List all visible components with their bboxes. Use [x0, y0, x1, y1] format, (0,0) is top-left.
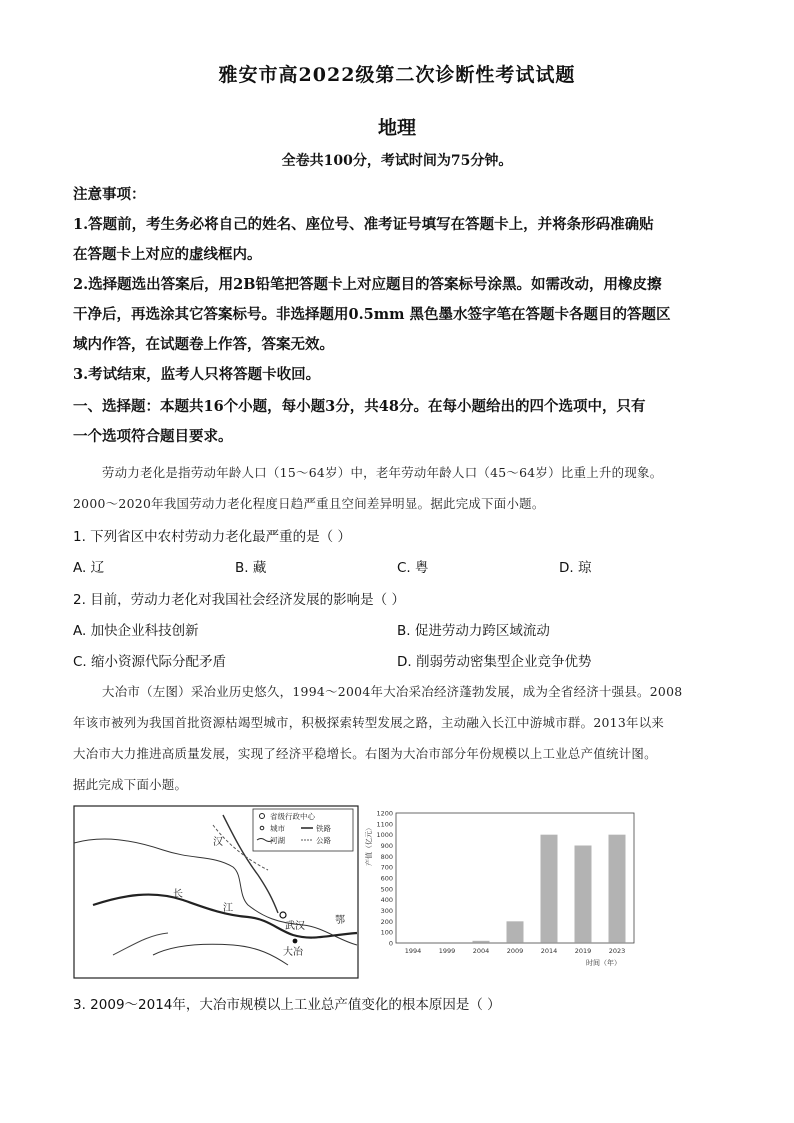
x-tick-label: 2004 — [472, 947, 490, 955]
map-label-e: 鄂 — [335, 915, 345, 926]
passage1-line-1: 劳动力老化是指劳动年龄人口（15～64岁）中，老年劳动年龄人口（45～64岁）比重上升的现象。 — [102, 465, 663, 480]
map-label-han: 汉 — [213, 837, 223, 848]
q1-option-a[interactable]: A. 辽 — [73, 560, 105, 576]
passage1-line-2: 2000～2020年我国劳动力老化程度日趋严重且空间差异明显。据此完成下面小题。 — [73, 496, 545, 511]
q2-option-d[interactable]: D. 削弱劳动密集型企业竞争优势 — [397, 654, 592, 670]
y-tick-label: 200 — [380, 917, 393, 926]
legend-railway: 铁路 — [316, 824, 331, 833]
passage2-line-3: 大冶市大力推进高质量发展，实现了经济平稳增长。右图为大冶市部分年份规模以上工业总产值统计图。 — [73, 746, 657, 761]
note-line-3: 2.选择题选出答案后，用2B铅笔把答题卡上对应题目的答案标号涂黑。如需改动，用橡皮擦 — [73, 276, 662, 293]
map-label-daye: 大冶 — [283, 947, 303, 958]
notes-heading: 注意事项： — [73, 186, 146, 203]
note-line-5: 域内作答，在试题卷上作答，答案无效。 — [73, 336, 334, 353]
y-tick-label: 700 — [380, 863, 393, 872]
subject-title: 地理 — [377, 117, 416, 139]
passage2-line-1: 大冶市（左图）采冶业历史悠久，1994～2004年大冶采冶经济蓬勃发展，成为全省经济十强县。2008 — [102, 684, 683, 699]
y-tick-label: 1000 — [376, 831, 393, 840]
bar-2019 — [575, 846, 592, 944]
q3-stem: 3. 2009～2014年，大冶市规模以上工业总产值变化的根本原因是（ ） — [73, 997, 501, 1013]
q2-option-b[interactable]: B. 促进劳动力跨区域流动 — [397, 623, 550, 639]
q2-option-c[interactable]: C. 缩小资源代际分配矛盾 — [73, 654, 227, 670]
y-tick-label: 0 — [388, 939, 393, 948]
chart-ylabel: 产值（亿元） — [365, 824, 373, 866]
q2-stem: 2. 目前，劳动力老化对我国社会经济发展的影响是（ ） — [73, 592, 405, 608]
q1-stem: 1. 下列省区中农村劳动力老化最严重的是（ ） — [73, 529, 351, 545]
x-tick-label: 2009 — [506, 947, 524, 955]
passage2-line-4: 据此完成下面小题。 — [73, 777, 188, 792]
section-heading-line-1: 一、选择题：本题共16个小题，每小题3分，共48分。在每小题给出的四个选项中，只有 — [73, 398, 646, 415]
passage2-line-2: 年该市被列为我国首批资源枯竭型城市，积极探索转型发展之路，主动融入长江中游城市群。2013年以来 — [73, 715, 665, 730]
y-tick-label: 300 — [380, 907, 393, 915]
q1-option-c[interactable]: C. 粤 — [397, 560, 429, 576]
y-tick-label: 1200 — [376, 809, 393, 818]
x-tick-label: 1994 — [404, 947, 422, 955]
bar-chart — [364, 810, 634, 968]
score-info: 全卷共100分，考试时间为75分钟。 — [281, 153, 513, 169]
exam-title: 雅安市高2022级第二次诊断性考试试题 — [218, 64, 576, 86]
y-tick-label: 800 — [380, 852, 393, 861]
x-tick-label: 2019 — [574, 947, 592, 955]
note-line-6: 3.考试结束，监考人只将答题卡收回。 — [73, 366, 321, 383]
y-tick-label: 600 — [380, 874, 393, 883]
x-tick-label: 1999 — [438, 947, 456, 955]
y-tick-label: 1100 — [376, 820, 393, 829]
figure-map-and-chart — [73, 805, 657, 985]
legend-road: 公路 — [316, 836, 331, 845]
y-tick-label: 900 — [380, 842, 393, 850]
legend-river: 河湖 — [270, 836, 285, 845]
bar-2014 — [541, 835, 558, 943]
x-tick-label: 2023 — [608, 947, 626, 955]
x-tick-label: 2014 — [540, 947, 558, 955]
chart-xlabel: 时间（年） — [586, 959, 621, 967]
bar-2009 — [507, 921, 524, 943]
legend-city: 城市 — [270, 824, 285, 833]
note-line-4: 干净后，再选涂其它答案标号。非选择题用0.5mm 黑色墨水签字笔在答题卡各题目的答题区 — [73, 306, 671, 323]
map-label-jiang: 江 — [223, 903, 233, 914]
y-tick-label: 500 — [380, 885, 393, 894]
map-label-chang: 长 — [173, 889, 183, 900]
bar-2023 — [609, 835, 626, 943]
q1-option-b[interactable]: B. 藏 — [235, 560, 267, 576]
note-line-2: 在答题卡上对应的虚线框内。 — [73, 246, 262, 263]
y-tick-label: 100 — [380, 928, 393, 937]
legend-capital: 省级行政中心 — [270, 812, 315, 821]
note-line-1: 1.答题前，考生务必将自己的姓名、座位号、准考证号填写在答题卡上，并将条形码准确贴 — [73, 216, 654, 233]
q1-option-d[interactable]: D. 琼 — [559, 560, 592, 576]
y-tick-label: 400 — [380, 896, 393, 905]
map-figure — [74, 806, 358, 978]
section-heading-line-2: 一个选项符合题目要求。 — [73, 428, 233, 445]
map-label-wuhan: 武汉 — [285, 921, 305, 932]
q2-option-a[interactable]: A. 加快企业科技创新 — [73, 623, 199, 639]
bar-2004 — [473, 941, 490, 943]
daye-marker — [293, 939, 298, 944]
